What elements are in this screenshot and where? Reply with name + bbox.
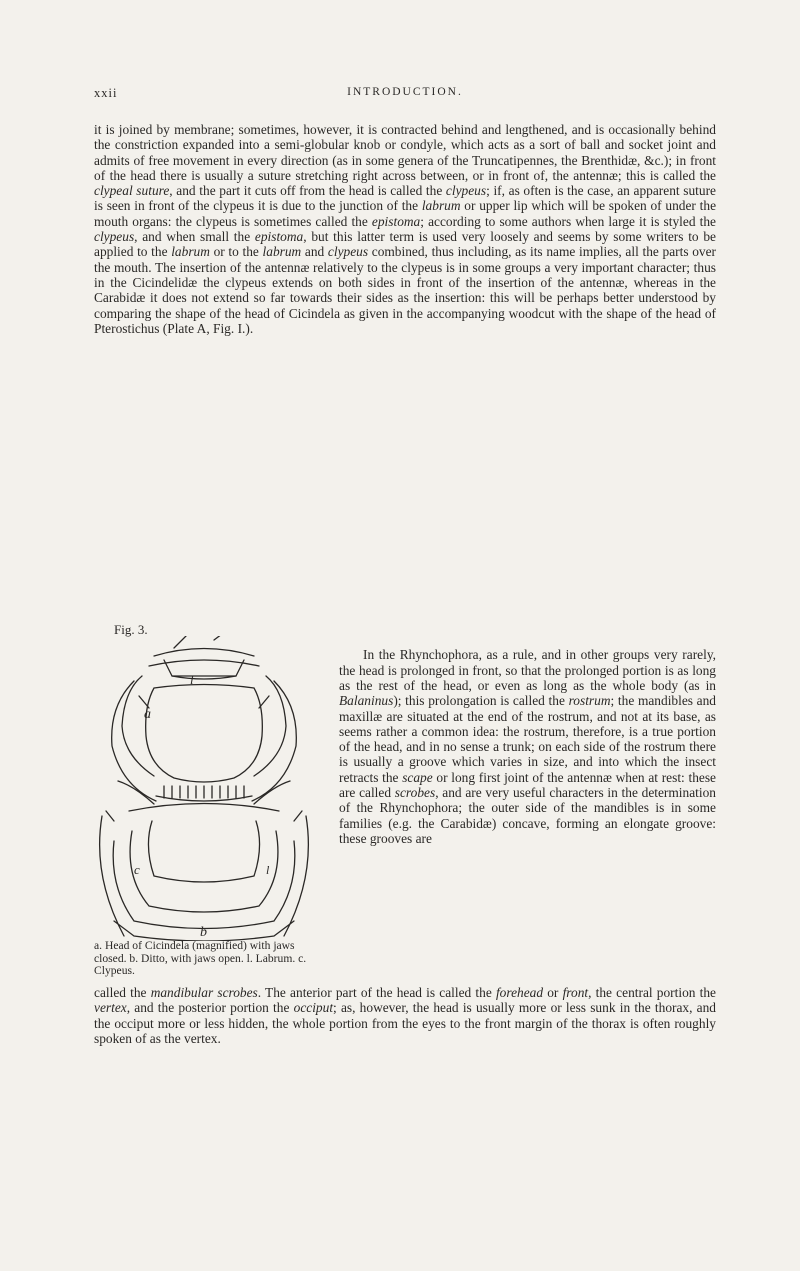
page-number: xxii: [94, 86, 118, 100]
italic-term: labrum: [262, 244, 302, 260]
italic-term: labrum: [421, 198, 461, 214]
italic-term: front: [562, 985, 589, 1000]
running-title: INTRODUCTION.: [347, 86, 463, 98]
text-run: In the Rhynchophora, as a rule, and in other groups very rarely, the head is prolonged in front, so that the prolonged portion is as long as the rest of the head, or even as long as the whole body (as in: [339, 647, 716, 693]
figure-letter-b: b: [200, 925, 207, 940]
text-run: ; the mandibles and maxillæ are situated at the end of the rostrum, and not at its base, as seems rather a common idea: the rostrum, therefore, is a true portion of the head, and in no sense a trunk; on each side of the rostrum there is usually a groove which varies in size, and into which the insect retracts the: [339, 693, 716, 785]
text-run: , but this latter term is used very loosely and seems by some writers to be applied to the: [94, 229, 716, 260]
text-run: or upper lip which will be spoken of under the mouth organs: the clypeus is sometimes called the: [94, 198, 717, 229]
text-run: called the: [94, 985, 151, 1000]
paragraph-bottom: [94, 985, 716, 1046]
text-run: ; as, however, the head is usually more or less sunk in the thorax, and the occiput more or less hidden, the whole portion from the eyes to the front margin of the thorax is often roughly spoken of as the vertex.: [94, 1000, 716, 1046]
text-run: , and are very useful characters in the determination of the Rhynchophora; the outer side of the mandibles is in some families (e.g. the Carabidæ) concave, forming an elongate groove: these grooves are: [339, 785, 716, 846]
italic-term: vertex: [94, 1000, 127, 1016]
body-text-top: [94, 122, 716, 336]
italic-term: Balaninus: [339, 693, 394, 709]
italic-term: clypeus: [94, 229, 135, 245]
body-text-right: [339, 634, 716, 860]
text-run: or long first joint of the antennæ when at rest: these are called: [339, 769, 716, 801]
figure-label: Fig. 3.: [114, 622, 148, 637]
italic-term: rostrum: [568, 693, 611, 709]
paragraph-rhynchophora: [339, 647, 716, 846]
figure-letter-c: c: [134, 862, 140, 877]
page-header: [94, 86, 716, 106]
text-run: ; if, as often is the case, an apparent suture is seen in front of the clypeus it is due to the junction of the: [94, 183, 716, 214]
body-text-bottom: [94, 985, 716, 1046]
text-run: . The anterior part of the head is called the: [257, 985, 496, 1000]
italic-term: scape: [402, 769, 433, 785]
cicindela-head-illustration: [94, 636, 320, 941]
italic-term: epistoma: [371, 213, 421, 229]
italic-term: scrobes: [394, 785, 436, 801]
text-run: or: [543, 985, 563, 1000]
text-run: or to the: [209, 244, 263, 260]
italic-term: forehead: [495, 985, 544, 1000]
italic-term: occiput: [293, 1000, 334, 1016]
text-run: ); this prolongation is called the: [393, 693, 569, 709]
italic-term: clypeus: [445, 183, 487, 199]
text-run: , and the part it cuts off from the head is called the: [169, 183, 446, 199]
figure-caption: a. Head of Cicindela (magnified) with jaws closed. b. Ditto, with jaws open. l. Labrum. c. Clypeus.: [94, 939, 307, 978]
italic-term: clypeal suture: [94, 183, 170, 199]
text-run: combined, thus including, as its name implies, all the parts over the mouth. The insertion of the antennæ relatively to the clypeus is in some groups a very important character; thus in the Cicindelidæ the clypeus extends on both sides in front of the insertion of the antennæ, whereas in the Carabidæ it does not extend so far towards their sides as the insertion: this will be perhaps better understood by comparing the shape of the head of Cicindela as given in the accompanying woodcut with the shape of the head of Pterostichus (Plate A, Fig. I.).: [94, 244, 717, 336]
italic-term: labrum: [171, 244, 210, 260]
text-run: ; according to some authors when large it is styled the: [420, 213, 716, 229]
italic-term: epistoma: [254, 229, 304, 245]
text-run: , and the posterior portion the: [126, 1000, 294, 1016]
text-run: , the central portion the: [588, 985, 716, 1000]
figure-letter-a: a: [144, 707, 151, 722]
text-run: and: [301, 244, 328, 260]
paragraph-top: [94, 122, 716, 336]
text-run: it is joined by membrane; sometimes, however, it is contracted behind and lengthened, and is occasionally behind the constriction expanded into a semi-globular knob or condyle, which acts as a sort of ball and socket joint and admits of free movement in every direction (as in some genera of the Truncatipennes, the Brenthidæ, &c.); in front of the head there is usually a suture stretching right across between, or in front of, the antennæ; this is called the: [94, 122, 716, 183]
text-run: , and when small the: [134, 229, 255, 245]
figure-letter-l: l: [190, 672, 194, 687]
figure-letter-l2: l: [266, 863, 270, 877]
italic-term: mandibular scrobes: [150, 985, 258, 1000]
figure-woodcut: [94, 636, 320, 952]
italic-term: clypeus: [327, 244, 369, 260]
